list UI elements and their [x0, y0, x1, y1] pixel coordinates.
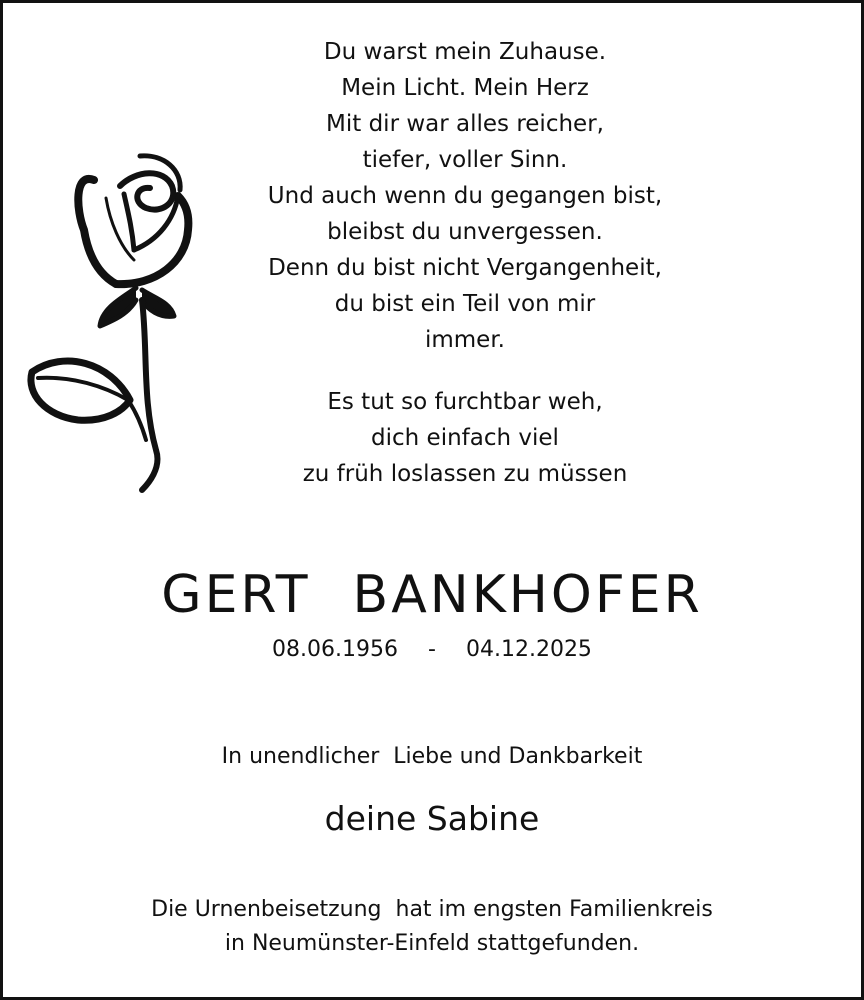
deceased-name [0, 562, 864, 628]
poem-line: immer. [424, 327, 505, 353]
death-date: 04.12.2025 [465, 637, 592, 662]
date-separator: - [428, 637, 436, 662]
poem-line: Du warst mein Zuhause. [323, 39, 607, 65]
poem-line: Denn du bist nicht Vergangenheit, [268, 255, 662, 281]
poem-line: Mein Licht. Mein Herz [341, 75, 589, 101]
poem-line: du bist ein Teil von mir [334, 291, 596, 317]
dedication-text: In unendlicher Liebe und Dankbarkeit [221, 744, 643, 769]
notice-line: Die Urnenbeisetzung hat im engsten Familienkreis [151, 897, 713, 922]
signature: deine Sabine [324, 799, 540, 838]
poem-line: bleibst du unvergessen. [327, 219, 603, 245]
life-dates [0, 634, 864, 666]
poem [33, 34, 864, 492]
stanza-gap [33, 358, 864, 384]
poem-line: Es tut so furchtbar weh, [327, 389, 603, 415]
poem-line: tiefer, voller Sinn. [362, 147, 568, 173]
burial-notice [0, 893, 864, 961]
poem-line: dich einfach viel [371, 425, 559, 451]
birth-date: 08.06.1956 [272, 637, 399, 662]
poem-line: Und auch wenn du gegangen bist, [267, 183, 663, 209]
poem-line: zu früh loslassen zu müssen [302, 461, 628, 487]
notice-line: in Neumünster-Einfeld stattgefunden. [224, 931, 640, 956]
poem-line: Mit dir war alles reicher, [326, 111, 604, 137]
first-name: GERT [161, 565, 311, 625]
last-name: BANKHOFER [352, 565, 703, 625]
